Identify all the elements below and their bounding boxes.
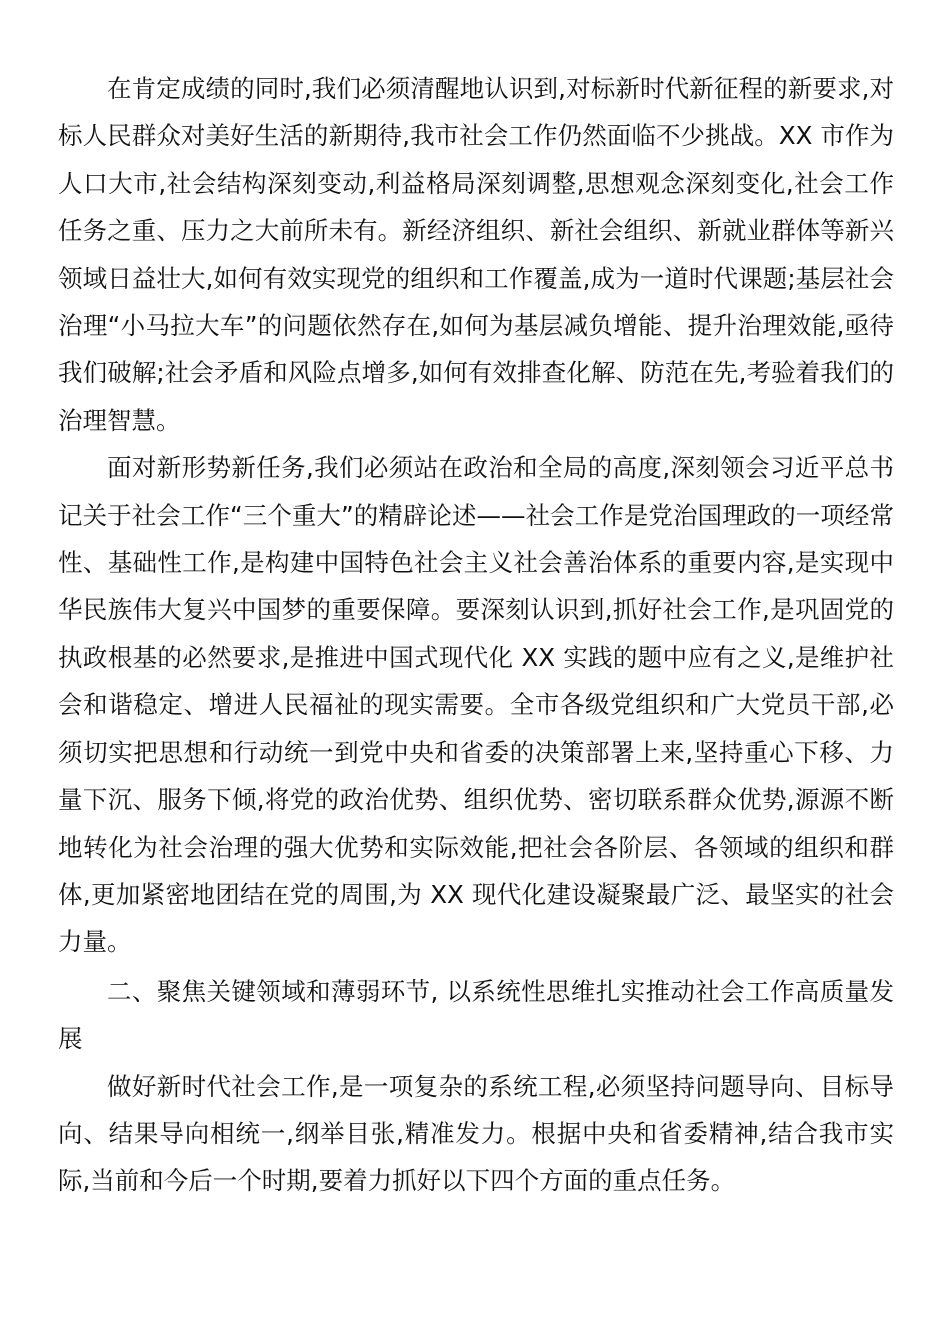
section-heading: 二、聚焦关键领域和薄弱环节, 以系统性思维扎实推动社会工作高质量发展 xyxy=(58,976,894,1054)
paragraph-new-situation: 面对新形势新任务,我们必须站在政治和全局的高度,深刻领会习近平总书记关于社会工作“三个重大”的精辟论述——社会工作是党治国理政的一项经常性、基础性工作,是构建中国特色社会主义社会善治体系的重要内容,是实现中华民族伟大复兴中国梦的重要保障。要深刻认识到,抓好社会工作,是巩固党的执政根基的必然要求,是推进中国式现代化 XX 实践的题中应有之义,是维护社会和谐稳定、增进人民福祉的现实需要。全市各级党组织和广大党员干部,必须切实把思想和行动统一到党中央和省委的决策部署上来,坚持重心下移、力量下沉、服务下倾,将党的政治优势、组织优势、密切联系群众优势,源源不断地转化为社会治理的强大优势和实际效能,把社会各阶层、各领域的组织和群体,更加紧密地团结在党的周围,为 XX 现代化建设凝聚最广泛、最坚实的社会力量。 xyxy=(58,453,894,957)
paragraph-challenges: 在肯定成绩的同时,我们必须清醒地认识到,对标新时代新征程的新要求,对标人民群众对美好生活的新期待,我市社会工作仍然面临不少挑战。XX 市作为人口大市,社会结构深刻变动,利益格局深刻调整,思想观念深刻变化,社会工作任务之重、压力之大前所未有。新经济组织、新社会组织、新就业群体等新兴领域日益壮大,如何有效实现党的组织和工作覆盖,成为一道时代课题;基层社会治理“小马拉大车”的问题依然存在,如何为基层减负增能、提升治理效能,亟待我们破解;社会矛盾和风险点增多,如何有效排查化解、防范在先,考验着我们的治理智慧。 xyxy=(58,74,894,435)
paragraph-systematic-work: 做好新时代社会工作,是一项复杂的系统工程,必须坚持问题导向、目标导向、结果导向相统一,纲举目张,精准发力。根据中央和省委精神,结合我市实际,当前和今后一个时期,要着力抓好以下四个方面的重点任务。 xyxy=(58,1071,894,1196)
